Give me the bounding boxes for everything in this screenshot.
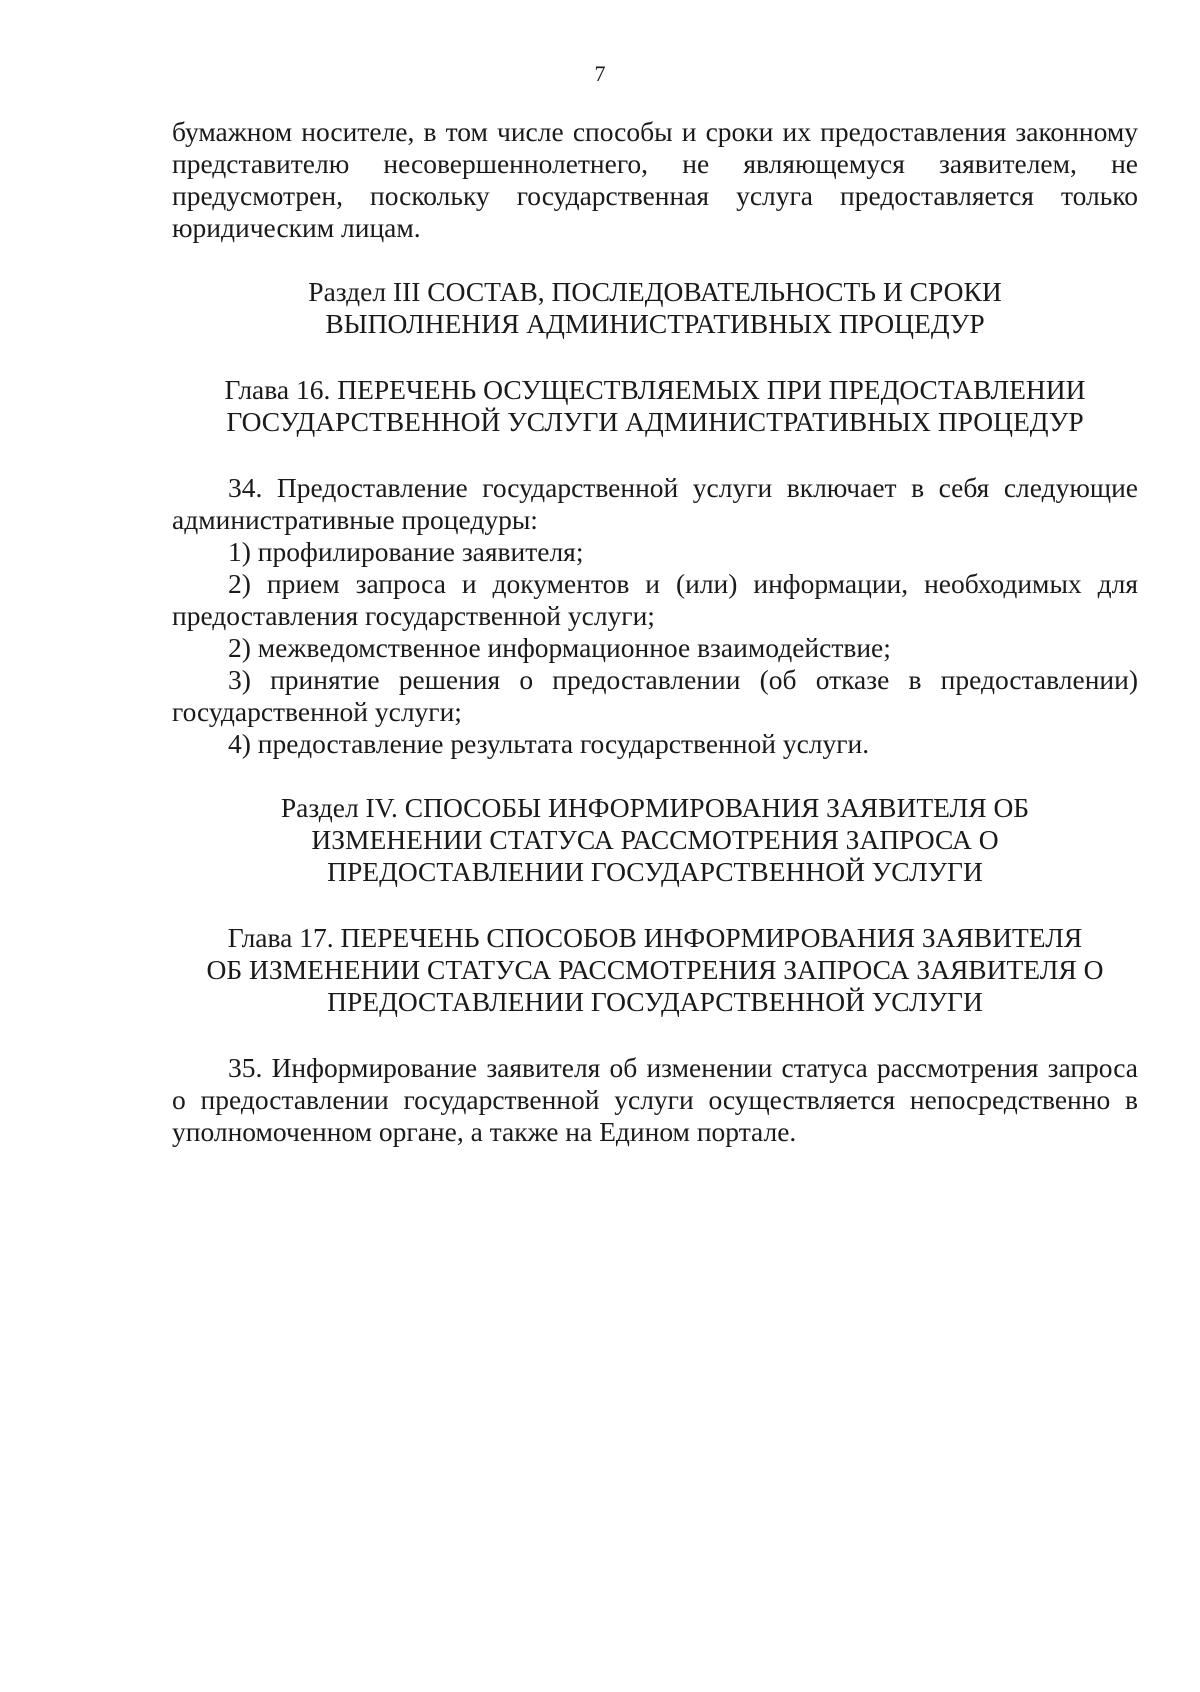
section-4-heading	[172, 792, 1138, 888]
item-34-list-item: 2) прием запроса и документов и (или) информации, необходимых для предоставления государственной услуги;	[172, 568, 1138, 631]
item-34-list-item: 2) межведомственное информационное взаимодействие;	[228, 632, 891, 663]
chapter-16-heading	[172, 374, 1138, 438]
chapter-16-heading-line-1: Глава 16. ПЕРЕЧЕНЬ ОСУЩЕСТВЛЯЕМЫХ ПРИ ПРЕДОСТАВЛЕНИИ	[224, 374, 1086, 405]
item-34-list-item: 3) принятие решения о предоставлении (об отказе в предоставлении) государственной услуги;	[172, 664, 1138, 727]
item-34-paragraph: 34. Предоставление государственной услуги включает в себя следующие административные процедуры:	[172, 472, 1138, 535]
section-3-heading-line-1: Раздел III СОСТАВ, ПОСЛЕДОВАТЕЛЬНОСТЬ И СРОКИ	[308, 276, 1002, 307]
section-4-heading-line-1: Раздел IV. СПОСОБЫ ИНФОРМИРОВАНИЯ ЗАЯВИТЕЛЯ ОБ	[280, 792, 1030, 823]
chapter-17-heading-line-3: ПРЕДОСТАВЛЕНИИ ГОСУДАРСТВЕННОЙ УСЛУГИ	[327, 986, 983, 1017]
page-number: 7	[594, 61, 606, 86]
section-3-heading	[172, 276, 1138, 340]
chapter-17-heading-line-1: Глава 17. ПЕРЕЧЕНЬ СПОСОБОВ ИНФОРМИРОВАНИЯ ЗАЯВИТЕЛЯ	[227, 922, 1083, 953]
intro-paragraph: бумажном носителе, в том числе способы и сроки их предоставления законному представителю несовершеннолетнего, не являющемуся заявителем, не предусмотрен, поскольку государственная услуга предоставляется только юридическим лицам.	[172, 116, 1138, 243]
chapter-17-heading-line-2: ОБ ИЗМЕНЕНИИ СТАТУСА РАССМОТРЕНИЯ ЗАПРОСА ЗАЯВИТЕЛЯ О	[206, 954, 1104, 985]
item-34-list-item: 1) профилирование заявителя;	[228, 536, 584, 567]
section-4-heading-line-2: ИЗМЕНЕНИИ СТАТУСА РАССМОТРЕНИЯ ЗАПРОСА О	[311, 824, 999, 855]
item-34-list-item: 4) предоставление результата государственной услуги.	[228, 728, 870, 759]
item-35-paragraph: 35. Информирование заявителя об изменении статуса рассмотрения запроса о предоставлении государственной услуги осуществляется непосредственно в уполномоченном органе, а также на Едином портале.	[172, 1052, 1138, 1147]
page-content	[172, 116, 1138, 1148]
chapter-16-heading-line-2: ГОСУДАРСТВЕННОЙ УСЛУГИ АДМИНИСТРАТИВНЫХ ПРОЦЕДУР	[226, 406, 1084, 437]
section-3-heading-line-2: ВЫПОЛНЕНИЯ АДМИНИСТРАТИВНЫХ ПРОЦЕДУР	[325, 308, 985, 339]
section-4-heading-line-3: ПРЕДОСТАВЛЕНИИ ГОСУДАРСТВЕННОЙ УСЛУГИ	[327, 856, 983, 887]
chapter-17-heading	[172, 922, 1138, 1018]
